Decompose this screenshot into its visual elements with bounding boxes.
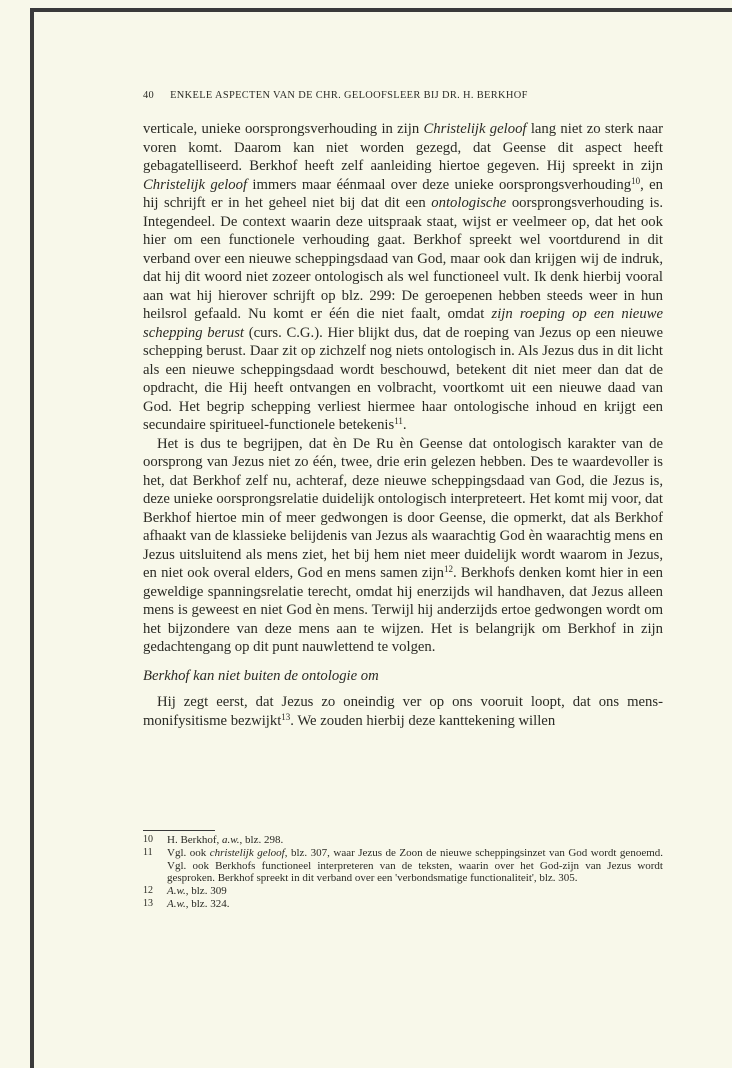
paragraph-3: Hij zegt eerst, dat Jezus zo oneindig ver op ons vooruit loopt, dat ons mens-monifysitisme bezwijkt$^{13}$. We zouden hierbij deze kanttekening willen: [143, 694, 663, 729]
running-title: ENKELE ASPECTEN VAN DE CHR. GELOOFSLEER BIJ DR. H. BERKHOF: [170, 90, 528, 101]
footnote-12: 12 A.w., blz. 309: [143, 885, 227, 898]
page-number: 40: [143, 90, 155, 101]
footnote-11: 11 Vgl. ook christelijk geloof, blz. 307, waar Jezus de Zoon de nieuwe scheppingsinzet van God wordt genoemd. Vgl. ook Berkhofs functioneel interpreteren van de teksten, waarin over het God-zijn van Jezus wordt gesproken. Berkhof spreekt in dit verband over een 'verbondsmatige functionaliteit', blz. 305.: [143, 846, 664, 885]
running-header: [143, 90, 663, 101]
footnote-ref-11: 11: [394, 416, 403, 426]
scan-border-top: [30, 8, 732, 12]
footnote-ref-10: 10: [631, 175, 641, 186]
paragraph-2: Het is dus te begrijpen, dat èn De Ru èn Geense dat ontologisch karakter van de oorsprong van Jezus niet zo één, twee, drie erin gelezen hebben. Des te waardevoller is het, dat Berkhof zelf nu, achteraf, deze nieuwe scheppingsdaad van God, die Jezus is, deze unieke oorsprongsrelatie duidelijk ontologisch interpreteert. Het komt mij voor, dat Berkhof hiertoe min of meer gedwongen is door Geense, die opmerkt, dat als Berkhof afhaakt van de klassieke belijdenis van Jezus als waarachtig God èn waarachtig mens en Jezus uitsluitend als mens ziet, het bij hem niet meer duidelijk wordt waarom in Jezus, en niet ook overal elders, God en mens samen zijn$^{12}$. Berkhofs denken komt hier in een geweldige spanningsrelatie terecht, omdat hij enerzijds wil handhaven, dat Jezus alleen mens is geweest en niet God èn mens. Terwijl hij anderzijds ertoe gedwongen wordt om het bijzondere van deze mens aan te wijzen. Het is belangrijk om Berkhof in zijn gedachtengang op dit punt nauwlettend te volgen.: [143, 435, 663, 655]
footnote-ref-13: 13: [281, 711, 291, 722]
footnote-ref-12: 12: [443, 564, 453, 574]
footnote-10: 10 H. Berkhof, a.w., blz. 298.: [143, 834, 284, 846]
paragraph-1: verticale, unieke oorsprongsverhouding in zijn Christelijk geloof lang niet zo sterk naar voren komt. Daarom kan niet worden gezegd, dat Geense dit aspect heeft gebagatelliseerd. Berkhof heeft zelf aanleiding hiertoe gegeven. Hij spreekt in zijn Christelijk geloof immers maar éénmaal over deze unieke oorsprongsverhouding$^{10}$, en hij schrijft er in het geheel niet bij dat dit een ontologische oorsprongsverhouding is. Integendeel. De context waarin deze uitspraak staat, wijst er veelmeer op, dat het ook hier om een functionele verhouding gaat. Berkhof spreekt wel voortdurend in dit verband over een nieuwe scheppingsdaad van God, maar ook dan krijgen wij de indruk, dat hij dit woord niet zozeer ontologisch als wel functioneel vult. Ik denk hierbij vooral aan wat hij hierover schrijft op blz. 299: De geroepenen hebben steeds weer in hun heilsrol gefaald. Nu komt er één die niet faalt, omdat zijn roeping op een nieuwe schepping berust (curs. C.G.). Hier blijkt dus, dat de roeping van Jezus op een nieuwe schepping berust. Daar zit op zichzelf nog niets ontologisch in. Als Jezus dus in dit licht als een nieuwe scheppingsdaad wordt beschouwd, betekent dit niet meer dan dat de opdracht, die Hij heeft ontvangen en volbracht, voortkomt uit een nieuwe daad van God. Het begrip schepping verliest hiermee haar ontologische inhoud en krijgt een secundaire spiritueel-functionele betekenis$^{11}$.: [143, 121, 663, 433]
footnote-13: 13 A.w., blz. 324.: [143, 897, 230, 910]
footnote-rule: [143, 830, 215, 831]
section-heading: Berkhof kan niet buiten de ontologie om: [143, 667, 379, 684]
body-text: [143, 120, 663, 730]
scan-border-left: [30, 8, 34, 1068]
footnotes: [143, 834, 663, 911]
